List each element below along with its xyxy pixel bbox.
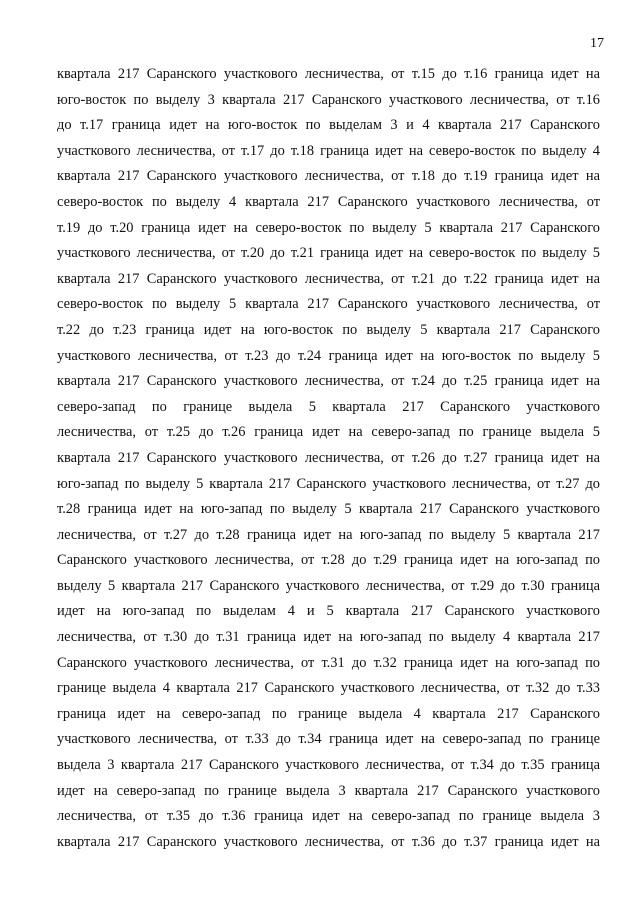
text-line: квартала 217 Саранского участкового лесничества, от т.18 до т.19 граница идет на	[57, 168, 600, 185]
text-line: квартала 217 Саранского участкового лесничества, от т.26 до т.27 граница идет на	[57, 449, 600, 466]
text-line: квартала 217 Саранского участкового лесничества, от т.21 до т.22 граница идет на	[57, 270, 600, 287]
text-line: т.22 до т.23 граница идет на юго-восток по выделу 5 квартала 217 Саранского	[57, 321, 600, 338]
text-line: участкового лесничества, от т.23 до т.24 граница идет на юго-восток по выделу 5	[57, 347, 600, 364]
text-line: северо-восток по выделу 5 квартала 217 Саранского участкового лесничества, от	[57, 296, 600, 313]
text-line: Саранского участкового лесничества, от т.31 до т.32 граница идет на юго-запад по	[57, 654, 600, 671]
text-line: т.19 до т.20 граница идет на северо-восток по выделу 5 квартала 217 Саранского	[57, 219, 600, 236]
text-line: северо-запад по границе выдела 5 квартала 217 Саранского участкового	[57, 398, 600, 415]
text-line: участкового лесничества, от т.33 до т.34 граница идет на северо-запад по границе	[57, 731, 600, 748]
text-line: участкового лесничества, от т.17 до т.18 граница идет на северо-восток по выделу 4	[57, 142, 600, 159]
text-line: границе выдела 4 квартала 217 Саранского участкового лесничества, от т.32 до т.33	[57, 680, 600, 697]
text-line: граница идет на северо-запад по границе выдела 4 квартала 217 Саранского	[57, 705, 600, 722]
text-line: Саранского участкового лесничества, от т.28 до т.29 граница идет на юго-запад по	[57, 552, 600, 569]
text-line: квартала 217 Саранского участкового лесничества, от т.36 до т.37 граница идет на	[57, 833, 600, 850]
text-line: квартала 217 Саранского участкового лесничества, от т.24 до т.25 граница идет на	[57, 373, 600, 390]
text-line: выделу 5 квартала 217 Саранского участкового лесничества, от т.29 до т.30 граница	[57, 577, 600, 594]
text-line: лесничества, от т.30 до т.31 граница идет на юго-запад по выделу 4 квартала 217	[57, 629, 600, 646]
text-line: северо-восток по выделу 4 квартала 217 Саранского участкового лесничества, от	[57, 193, 600, 210]
text-line: юго-запад по выделу 5 квартала 217 Саранского участкового лесничества, от т.27 до	[57, 475, 600, 492]
text-line: лесничества, от т.25 до т.26 граница идет на северо-запад по границе выдела 5	[57, 424, 600, 441]
text-line: идет на юго-запад по выделам 4 и 5 квартала 217 Саранского участкового	[57, 603, 600, 620]
text-line: выдела 3 квартала 217 Саранского участкового лесничества, от т.34 до т.35 граница	[57, 757, 600, 774]
text-line: участкового лесничества, от т.20 до т.21 граница идет на северо-восток по выделу 5	[57, 245, 600, 262]
page-number: 17	[590, 36, 604, 51]
text-line: лесничества, от т.35 до т.36 граница идет на северо-запад по границе выдела 3	[57, 808, 600, 825]
text-line: т.28 граница идет на юго-запад по выделу 5 квартала 217 Саранского участкового	[57, 501, 600, 518]
text-line: квартала 217 Саранского участкового лесничества, от т.15 до т.16 граница идет на	[57, 66, 600, 82]
text-line: юго-восток по выделу 3 квартала 217 Саранского участкового лесничества, от т.16	[57, 91, 600, 108]
text-line: лесничества, от т.27 до т.28 граница идет на юго-запад по выделу 5 квартала 217	[57, 526, 600, 543]
body-text	[57, 62, 600, 855]
text-line: до т.17 граница идет на юго-восток по выделам 3 и 4 квартала 217 Саранского	[57, 117, 600, 134]
text-line: идет на северо-запад по границе выдела 3 квартала 217 Саранского участкового	[57, 782, 600, 799]
